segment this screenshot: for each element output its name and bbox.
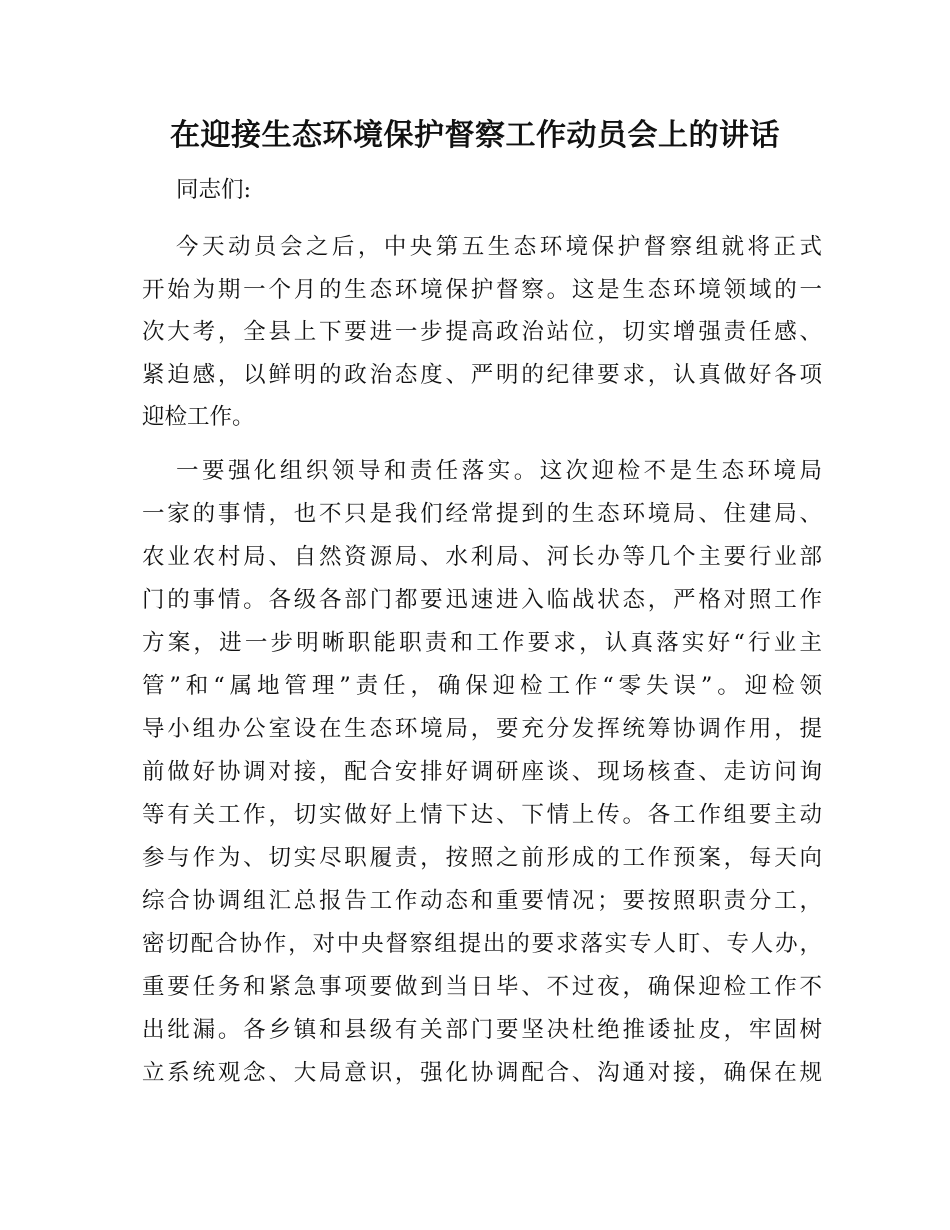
paragraph-2-line: 出纰漏。各乡镇和县级有关部门要坚决杜绝推诿扯皮，牢固树 <box>142 1017 822 1043</box>
paragraph-2-line: 农业农村局、自然资源局、水利局、河长办等几个主要行业部 <box>142 544 822 570</box>
paragraph-2-line: 门的事情。各级各部门都要迅速进入临战状态，严格对照工作 <box>142 587 822 613</box>
paragraph-1-line: 次大考，全县上下要进一步提高政治站位，切实增强责任感、 <box>142 319 822 345</box>
document-title: 在迎接生态环境保护督察工作动员会上的讲话 <box>170 118 780 153</box>
paragraph-1-line: 开始为期一个月的生态环境保护督察。这是生态环境领域的一 <box>142 277 822 303</box>
paragraph-2-line: 方案，进一步明晰职能职责和工作要求，认真落实好“行业主 <box>142 630 822 656</box>
paragraph-2-line: 重要任务和紧急事项要做到当日毕、不过夜，确保迎检工作不 <box>142 974 822 1000</box>
paragraph-1-line: 今天动员会之后，中央第五生态环境保护督察组就将正式 <box>176 234 822 260</box>
paragraph-1-line: 迎检工作。 <box>142 404 255 430</box>
paragraph-2-line: 一家的事情，也不只是我们经常提到的生态环境局、住建局、 <box>142 501 822 527</box>
paragraph-1-line: 紧迫感，以鲜明的政治态度、严明的纪律要求，认真做好各项 <box>142 362 822 388</box>
paragraph-2-line: 管”和“属地管理”责任，确保迎检工作“零失误”。迎检领 <box>142 673 822 699</box>
paragraph-2-line: 前做好协调对接，配合安排好调研座谈、现场核查、走访问询 <box>142 759 822 785</box>
paragraph-2-line: 立系统观念、大局意识，强化协调配合、沟通对接，确保在规 <box>142 1060 822 1086</box>
paragraph-2-line: 综合协调组汇总报告工作动态和重要情况；要按照职责分工， <box>142 888 822 914</box>
paragraph-2-line: 等有关工作，切实做好上情下达、下情上传。各工作组要主动 <box>142 802 822 828</box>
paragraph-2-line: 参与作为、切实尽职履责，按照之前形成的工作预案，每天向 <box>142 845 822 871</box>
paragraph-2-line: 导小组办公室设在生态环境局，要充分发挥统筹协调作用，提 <box>142 716 822 742</box>
paragraph-2-line: 一要强化组织领导和责任落实。这次迎检不是生态环境局 <box>176 458 822 484</box>
salutation: 同志们: <box>176 177 252 203</box>
paragraph-2-line: 密切配合协作，对中央督察组提出的要求落实专人盯、专人办， <box>142 931 822 957</box>
